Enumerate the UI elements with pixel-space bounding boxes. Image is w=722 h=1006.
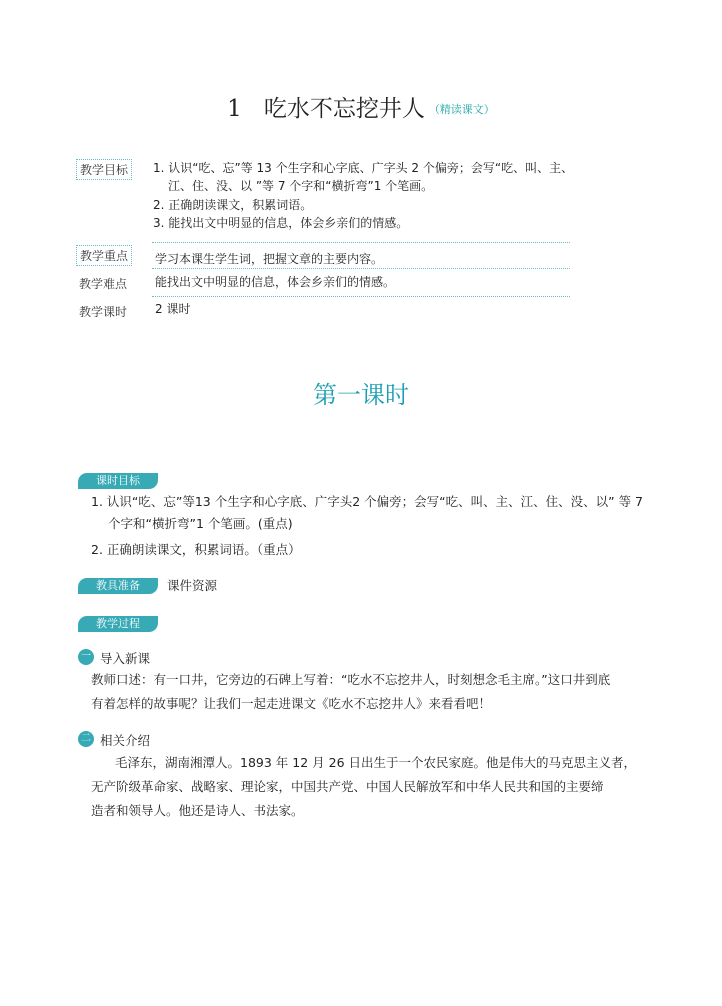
step2-line-3: 造者和领导人。他还是诗人、书法家。	[91, 803, 304, 818]
objectives-line-1: 1. 认识“吃、忘”等 13 个生字和心字底、广字头 2 个偏旁；会写“吃、叫、主、	[153, 161, 574, 175]
step2-line-2: 无产阶级革命家、战略家、理论家，中国共产党、中国人民解放军和中华人民共和国的主要缔	[91, 779, 604, 794]
periods-label: 教学课时	[79, 305, 128, 319]
step2-line-1: 毛泽东，湖南湘潭人。1893 年 12 月 26 日出生于一个农民家庭。他是伟大的马克思主义者，	[115, 755, 636, 770]
lesson-goals-line-2: 个字和“横折弯”1 个笔画。(重点)	[108, 516, 293, 531]
difficulties-text: 能找出文中明显的信息，体会乡亲们的情感。	[155, 275, 396, 289]
divider	[152, 296, 570, 297]
objectives-label: 教学目标	[76, 159, 132, 180]
objectives-line-4: 3. 能找出文中明显的信息，体会乡亲们的情感。	[153, 216, 409, 230]
step1-line-1: 教师口述：有一口井，它旁边的石碑上写着：“吃水不忘挖井人，时刻想念毛主席。”这口井到底	[91, 672, 611, 687]
lesson-type-tag: （精读课文）	[428, 103, 495, 116]
lesson-goals-line-3: 2. 正确朗读课文，积累词语。（重点）	[91, 542, 301, 557]
difficulties-label: 教学难点	[79, 277, 128, 291]
prep-text: 课件资源	[167, 578, 218, 593]
lesson-goals-label: 课时目标	[78, 473, 158, 489]
step2-title: 相关介绍	[100, 733, 151, 748]
key-points-label: 教学重点	[76, 245, 132, 266]
periods-text: 2 课时	[155, 302, 191, 316]
objectives-line-2: 江、住、没、以 ”等 7 个字和“横折弯”1 个笔画。	[168, 179, 434, 193]
lesson-goals-line-1: 1. 认识“吃、忘”等13 个生字和心字底、广字头2 个偏旁；会写“吃、叫、主、江、住、没、以” 等 7	[91, 494, 644, 509]
lesson-title-text: 吃水不忘挖井人	[263, 96, 425, 122]
prep-label: 教具准备	[78, 578, 158, 594]
lesson-number: 1	[227, 96, 242, 122]
divider	[152, 268, 570, 269]
step1-number: 一	[78, 649, 94, 665]
step2-number: 二	[78, 731, 94, 747]
key-points-text: 学习本课生学生词，把握文章的主要内容。	[155, 252, 384, 266]
lesson-title	[0, 90, 722, 123]
step1-line-2: 有着怎样的故事呢？让我们一起走进课文《吃水不忘挖井人》来看看吧！	[91, 696, 492, 711]
step1-title: 导入新课	[100, 651, 151, 666]
process-label: 教学过程	[78, 616, 158, 632]
divider	[152, 242, 570, 243]
section-title: 第一课时	[313, 381, 409, 409]
objectives-line-3: 2. 正确朗读课文，积累词语。	[153, 198, 313, 212]
